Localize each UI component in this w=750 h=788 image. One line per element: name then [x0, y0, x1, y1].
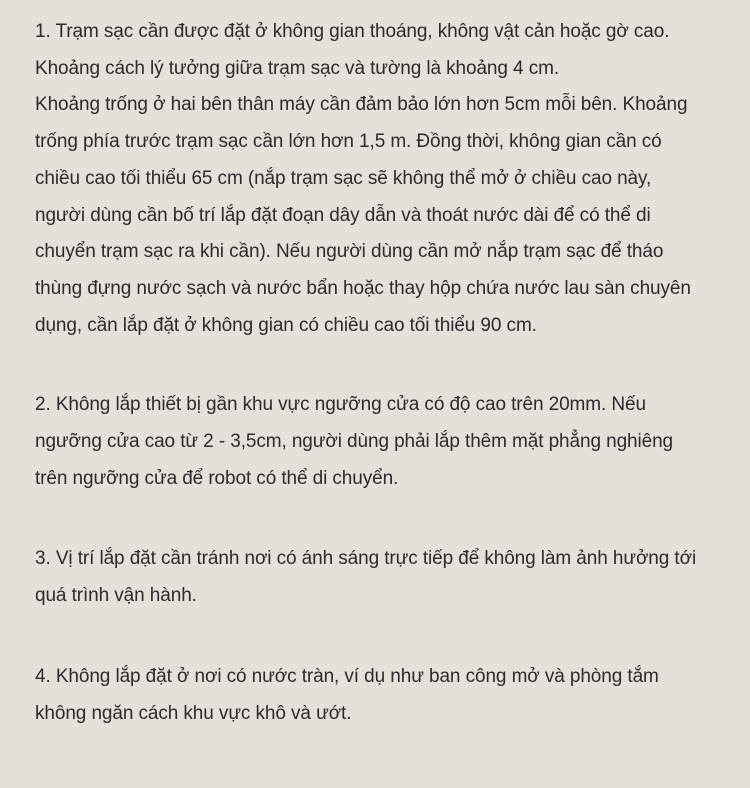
text-line: Khoảng trống ở hai bên thân máy cần đảm bảo lớn hơn 5cm mỗi bên. Khoảng: [35, 94, 688, 116]
text-line: Khoảng cách lý tưởng giữa trạm sạc và tường là khoảng 4 cm.: [35, 57, 559, 79]
paragraph-4: [35, 659, 720, 732]
text-line: thùng đựng nước sạch và nước bẩn hoặc thay hộp chứa nước lau sàn chuyên: [35, 277, 691, 299]
text-line: 1. Trạm sạc cần được đặt ở không gian thoáng, không vật cản hoặc gờ cao.: [35, 21, 670, 42]
text-line: người dùng cần bố trí lắp đặt đoạn dây dẫn và thoát nước dài để có thể di: [35, 204, 651, 226]
text-line: quá trình vận hành.: [35, 585, 197, 607]
paragraph-1: [35, 14, 720, 344]
text-line: trên ngưỡng cửa để robot có thể di chuyển.: [35, 467, 399, 489]
text-line: dụng, cần lắp đặt ở không gian có chiều cao tối thiểu 90 cm.: [35, 314, 537, 336]
text-line: chiều cao tối thiểu 65 cm (nắp trạm sạc sẽ không thể mở ở chiều cao này,: [35, 167, 652, 189]
text-line: trống phía trước trạm sạc cần lớn hơn 1,5 m. Đồng thời, không gian cần có: [35, 131, 662, 153]
text-line: không ngăn cách khu vực khô và ướt.: [35, 702, 352, 724]
text-line: ngưỡng cửa cao từ 2 - 3,5cm, người dùng phải lắp thêm mặt phẳng nghiêng: [35, 431, 674, 453]
text-line: chuyển trạm sạc ra khi cần). Nếu người dùng cần mở nắp trạm sạc để tháo: [35, 241, 664, 263]
text-line: 4. Không lắp đặt ở nơi có nước tràn, ví dụ như ban công mở và phòng tắm: [35, 665, 659, 687]
text-line: 3. Vị trí lắp đặt cần tránh nơi có ánh sáng trực tiếp để không làm ảnh hưởng tới: [35, 548, 697, 570]
paragraph-3: [35, 541, 720, 614]
text-line: 2. Không lắp thiết bị gần khu vực ngưỡng cửa có độ cao trên 20mm. Nếu: [35, 394, 646, 416]
paragraph-2: [35, 387, 720, 497]
